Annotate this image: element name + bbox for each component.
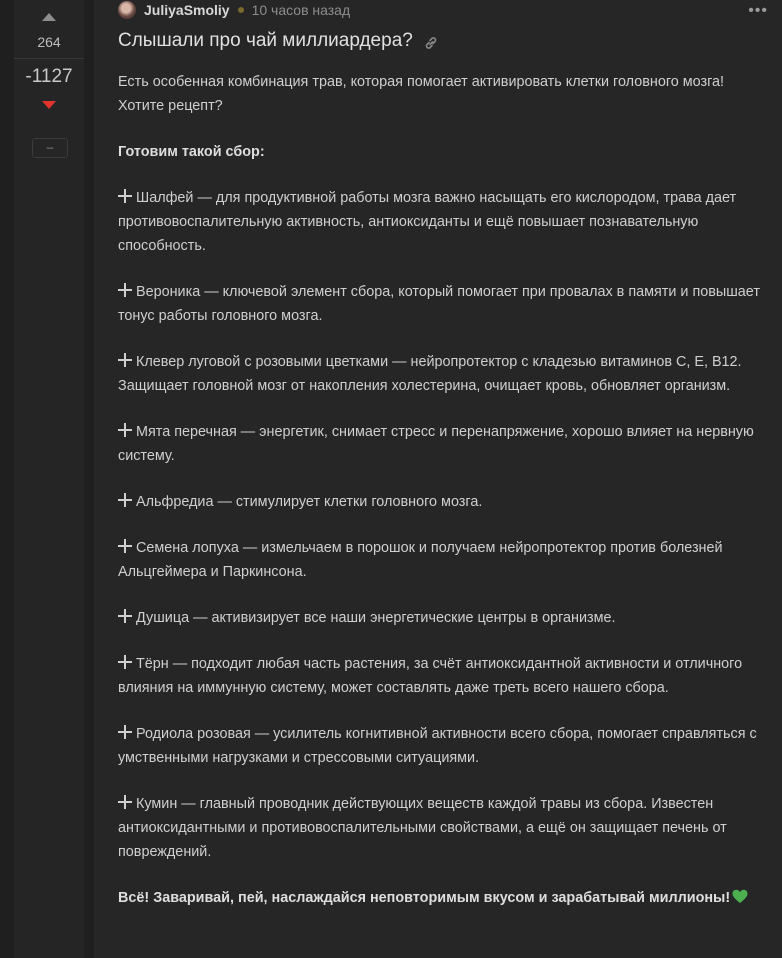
list-item: Мята перечная — энергетик, снимает стресс и перенапряжение, хорошо влияет на нервную систему. <box>118 424 754 464</box>
list-item: Вероника — ключевой элемент сбора, который помогает при провалах в памяти и повышает тонус работы головного мозга. <box>118 284 760 324</box>
plus-icon <box>118 539 132 553</box>
list-item: Кумин — главный проводник действующих веществ каждой травы из сбора. Известен антиоксидантными и противовоспалительными свойствами, а ещё он защищает печень от повреждений. <box>118 796 727 860</box>
plus-icon <box>118 423 132 437</box>
more-options-icon[interactable]: ••• <box>748 2 768 19</box>
list-item: Душица — активизирует все наши энергетические центры в организме. <box>118 606 774 630</box>
green-heart-icon <box>732 889 748 904</box>
post-intro: Есть особенная комбинация трав, которая помогает активировать клетки головного мозга! Хотите рецепт? <box>118 74 725 114</box>
post-title[interactable]: Слышали про чай миллиардера? <box>118 30 413 51</box>
plus-icon <box>118 655 132 669</box>
author-name[interactable]: JuliyaSmoliy <box>144 2 230 18</box>
list-item: Родиола розовая — усилитель когнитивной активности всего сбора, помогает справляться с умственными нагрузками и стрессовыми ситуациями. <box>118 726 757 766</box>
avatar[interactable] <box>118 1 136 19</box>
post-time: 10 часов назад <box>251 2 351 18</box>
list-item: Шалфей — для продуктивной работы мозга важно насыщать его кислородом, трава дает противовоспалительную активность, антиоксиданты и ещё повышает познавательную способность. <box>118 190 737 254</box>
plus-icon <box>118 189 132 203</box>
recipe-heading: Готовим такой сбор: <box>118 144 265 160</box>
post-body <box>118 70 774 932</box>
list-item: Тёрн — подходит любая часть растения, за счёт антиоксидантной активности и отличного влияния на иммунную систему, может составлять даже треть всего нашего сбора. <box>118 656 743 696</box>
plus-icon <box>118 283 132 297</box>
plus-icon <box>118 353 132 367</box>
downvote-arrow-icon[interactable] <box>42 101 56 109</box>
upvote-arrow-icon[interactable] <box>42 13 56 21</box>
plus-icon <box>118 725 132 739</box>
list-item: Клевер луговой с розовыми цветками — нейропротектор с кладезью витаминов C, E, B12. Защищает головной мозг от накопления холестерина, очищает кровь, обновляет организм. <box>118 354 742 394</box>
post-card <box>94 0 782 958</box>
link-icon[interactable] <box>423 35 439 51</box>
pluses-count: 264 <box>37 34 61 50</box>
vote-divider <box>14 58 84 59</box>
rating-score: -1127 <box>25 66 73 87</box>
plus-icon <box>118 609 132 623</box>
plus-icon <box>118 795 132 809</box>
vote-column <box>14 0 84 958</box>
title-row <box>118 30 439 52</box>
list-item: Семена лопуха — измельчаем в порошок и получаем нейропротектор против болезней Альцгеймера и Паркинсона. <box>118 540 723 580</box>
collapse-button[interactable]: – <box>32 138 68 158</box>
post-meta <box>118 0 350 20</box>
post-outro: Всё! Заваривай, пей, наслаждайся неповторимым вкусом и зарабатывай миллионы! <box>118 886 774 910</box>
online-dot-icon <box>238 7 244 13</box>
list-item: Альфредиа — стимулирует клетки головного мозга. <box>118 490 774 514</box>
plus-icon <box>118 493 132 507</box>
